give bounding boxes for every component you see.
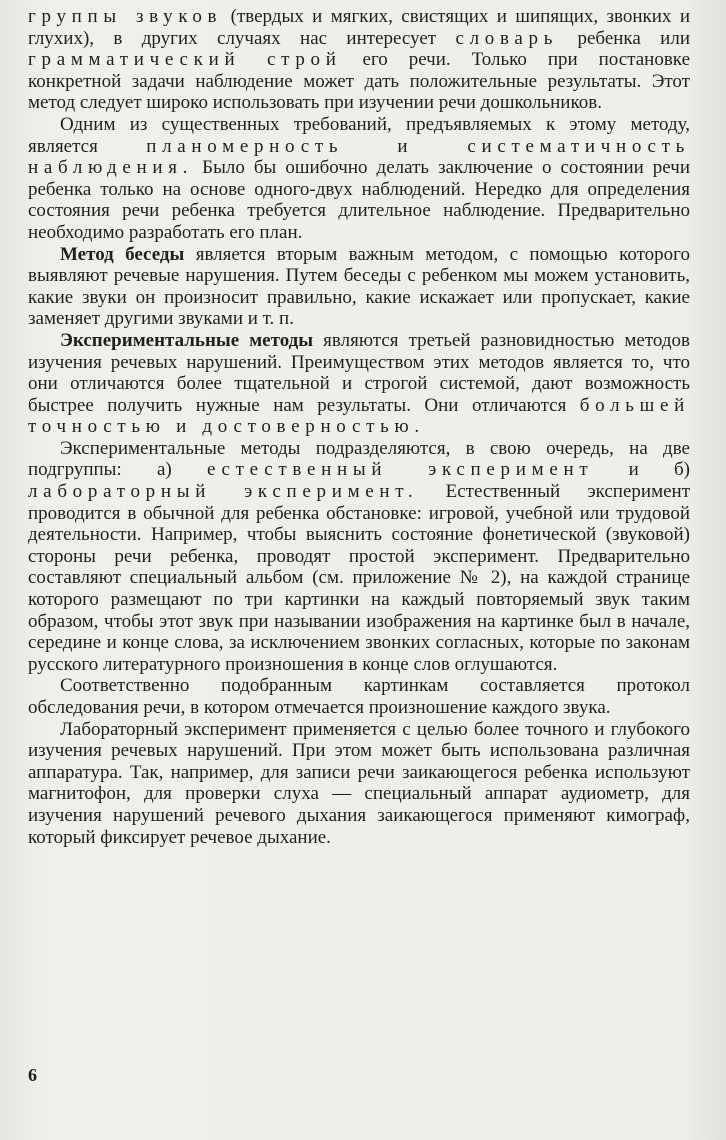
paragraph [28,244,690,330]
paragraph [28,330,690,438]
emphasized-text: словарь [455,27,559,49]
text-run: Одним из существенных требований, предъявляемых к этому методу, является [28,113,690,157]
text-run: Соответственно подобранным картинкам составляется протокол обследования речи, в котором отмечается произношение каждого звука. [28,675,690,718]
text-run: Экспериментальные методы подразделяются, в свою очередь, на две подгруппы: а) [28,437,690,481]
emphasized-text: группы звуков [28,6,223,27]
text-run: Естественный эксперимент проводится в обычной для ребенка обстановке: игровой, учебной или трудовой деятельности. Например, чтобы выяснить состояние фонетической (звуковой) стороны речи ребенка, проводят простой эксперимент. Предварительно составляют специальный альбом (см. приложение № 2), на каждой странице которого размещают по три картинки на каждый повторяемый звук таким образом, чтобы этот звук при назывании изображения на картинке был в начале, середине и конце слова, за исключением звонких согласных, которые по законам русского литературного произношения в конце слов оглушаются. [28,481,690,675]
emphasized-text: планомерность и систематичность наблюдения. [28,135,690,179]
paragraph [28,719,690,849]
text-run: (твердых и мягких, свистящих и шипящих, звонких и глухих), в других случаях нас интересует [28,6,691,49]
emphasized-text: большей точностью и достоверностью. [28,394,690,438]
paragraph [28,675,690,718]
text-run: его речи. Только при постановке конкретной задачи наблюдение может дать положительные результаты. Этот метод следует широко использовать при изучении речи дошкольников. [28,49,691,114]
emphasized-text: лабораторный эксперимент. [28,481,419,503]
body-text [28,6,690,848]
text-run: является вторым важным методом, с помощью которого выявляют речевые нарушения. Путем беседы с ребенком мы можем установить, какие звуки он произносит правильно, какие искажает или пропускает, какие заменяет другими звуками и т. п. [28,243,690,330]
emphasized-text: естественный эксперимент [206,459,594,481]
bold-term: Метод беседы [60,243,185,265]
emphasized-text: грамматический строй [28,49,342,71]
paragraph [28,114,690,244]
page-number: 6 [28,1065,37,1085]
text-run: Лабораторный эксперимент применяется с целью более точного и глубокого изучения речевых нарушений. При этом может быть использована различная аппаратура. Так, например, для записи речи заикающегося ребенка используют магнитофон, для проверки слуха — специальный аппарат аудиометр, для изучения нарушений речевого дыхания заикающегося применяют кимограф, который фиксирует речевое дыхание. [28,718,690,848]
text-run: ребенка или [558,27,690,49]
text-run: и б) [593,459,690,481]
bold-term: Экспериментальные методы [60,329,314,351]
paragraph [28,6,690,114]
text-run: Было бы ошибочно делать заключение о состоянии речи ребенка только на основе одного-двух наблюдений. Нередко для определения состояния речи ребенка требуется длительное наблюдение. Предварительно необходимо разработать его план. [28,157,690,243]
paragraph [28,438,690,676]
text-run: являются третьей разновидностью методов изучения речевых нарушений. Преимуществом этих методов является то, что они отличаются более тщательной и строгой системой, дают возможность быстрее получить нужные нам результаты. Они отличаются [28,329,690,416]
